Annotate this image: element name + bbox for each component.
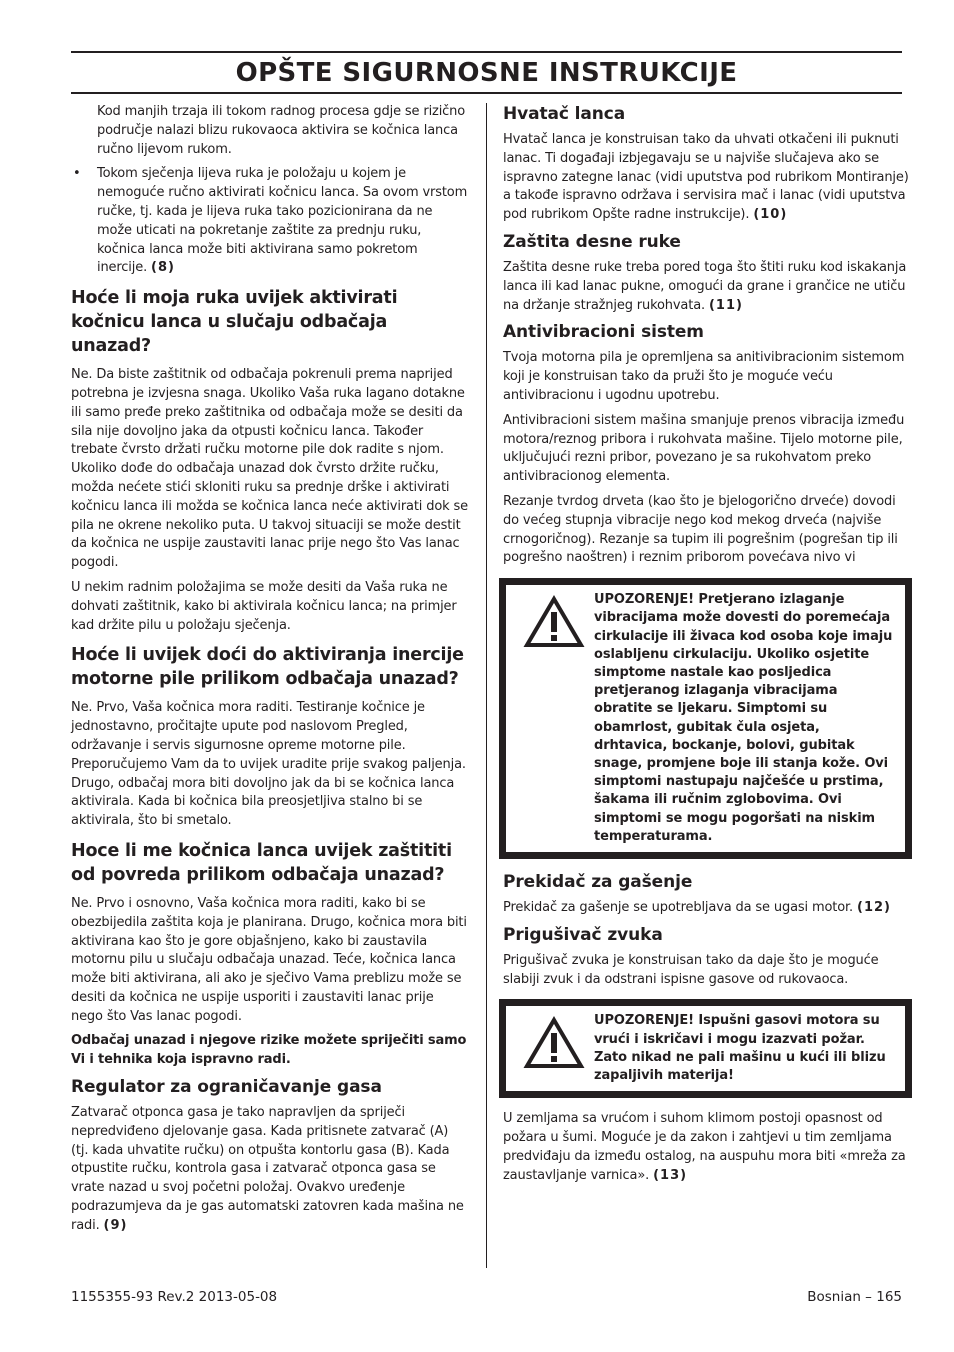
footer-doc-id: 1155355-93 Rev.2 2013-05-08 [71, 1289, 278, 1305]
section-heading: Hvatač lanca [503, 104, 626, 124]
right-column [503, 103, 911, 1191]
page-title-bar [71, 51, 902, 94]
section-heading: Hoće li uvijek doći do aktiviranja inercije motorne pile prilikom odbačaja unazad? [71, 645, 464, 690]
paragraph-text: Zatvarač otponca gasa je tako napravljen da spriječi nepredviđeno djelovanje gasa. Kada pritisnete zatvarač (A) (tj. kada uhvatite ručku) on otpušta kontorlu gasa (B). Kada otpustite ručku, kontrola gasa i zatvarač otponca gasa se vrate nazad u svoj početni položaj. Ovakvo uređenje podrazumjeva da je gas automatski zatovren kada mašina ne radi. [71, 1105, 464, 1233]
figure-ref: (8) [151, 260, 175, 276]
intro-paragraph: Kod manjih trzaja ili tokom radnog procesa gdje se rizično područje nalazi blizu rukovaoca aktivira se kočnica lanca ručno lijevom rukom. [97, 104, 466, 157]
section-heading: Prigušivač zvuka [503, 924, 663, 945]
paragraph [503, 1110, 911, 1185]
paragraph: Ne. Prvo i osnovno, Vaša kočnica mora raditi, kako bi se obezbijedila zaštita koja je planirana. Drugo, kočnica mora biti aktivirana kao što je gore objašnjeno, kako bi zaustavila motornu pilu u slučaju odbačaja unazad. Teće, kočnica lanca može biti aktivirana, ali ako je sječivo Vama preblizu može se desiti da kočnica ne uspije usporiti i zaustaviti lanac prije nego što Vas lanac pogodi. [71, 895, 467, 1024]
list-item [71, 165, 468, 278]
section-heading: Antivibracioni sistem [503, 322, 704, 343]
figure-ref: (9) [103, 1217, 128, 1233]
warning-text: UPOZORENJE! Pretjerano izlaganje vibracijama može dovesti do poremećaja cirkulacije ili živaca kod osoba koje imaju oslabljenu cirkulaciju. Ukoliko osjetite simptome nastale kao posljedica pretjeranog izlaganja vibracijama obratite se ljekaru. Simptomi su obamrlost, gubitak čula osjeta, drhtavica, bockanje, bolovi, gubitak snage, promjene boje ili stanja kože. Ovi simptomi nastupaju najčešće u prstima, šakama ili ručnim zglobovima. Ovi simptomi se mogu pogoršati na niskim temperaturama. [594, 592, 893, 844]
section-heading: Regulator za ograničavanje gasa [71, 1077, 382, 1098]
paragraph-text: Hvatač lanca je konstruisan tako da uhvati otkačeni ili puknuti lanac. Ti događaji izbjegavaju se u najviše slučajeva ako se ispravno zategne lanac (vidi uputstva pod rubrikom Montiranje) a takođe ispravno održava i servisira mač i lanac (vidi uputstva pod rubrikom Opšte radne instrukcije). [503, 132, 909, 223]
warning-triangle-icon [514, 591, 594, 846]
warning-triangle-icon [514, 1012, 594, 1085]
column-divider [486, 103, 487, 1268]
paragraph: Tvoja motorna pila je opremljena sa anitivibracionim sistemom koji je konstruisan tako da pruži što je moguće veću antivibracionu i ugodnu upotrebu. [503, 350, 905, 403]
figure-ref: (13) [653, 1167, 688, 1183]
figure-ref: (12) [857, 899, 891, 915]
figure-ref: (11) [708, 297, 743, 313]
warning-text: UPOZORENJE! Ispušni gasovi motora su vrući i iskričavi i mogu izazvati požar. Zato nikad ne pali mašinu u kući ili blizu zapaljivih materija! [594, 1013, 886, 1083]
paragraph: Ne. Da biste zaštitnik od odbačaja pokrenuli prema naprijed potrebna je izvjesna snaga. Ukoliko Vaša ruka lagano dotakne ili samo pređe preko zaštitnika od odbačaja može se desiti da sila nije dovoljno jaka da otpusti kočnicu lanca. Također trebate čvrsto držati ručku motorne pile dok radite s njom. Ukoliko dođe do odbačaja unazad dok čvrsto držite ručku, možda nećete stići skloniti ruku sa prednje drške i aktivirati kočnicu lanca ili možda se kočnica lanca neće aktivirati dok se pila ne okrene nekoliko puta. U takvoj situaciji se može destit da kočnica ne uspije zaustaviti lanac prije nego što Vas lanac pogodi. [71, 367, 468, 571]
page-title: OPŠTE SIGURNOSNE INSTRUKCIJE [235, 58, 738, 88]
warning-box-exhaust [499, 999, 912, 1098]
paragraph [71, 1104, 468, 1236]
section-heading: Hoce li me kočnica lanca uvijek zaštititi od povreda prilikom odbačaja unazad? [71, 840, 452, 885]
paragraph [503, 131, 911, 225]
paragraph [503, 259, 911, 315]
paragraph: Rezanje tvrdog drveta (kao što je bjelogorično drveće) dovodi do većeg stupnja vibracije nego kod mekog drveća (najviše crnogoričnog). Rezanje sa tupim ili pogrešnim (pogrešan tip ili pogrešno naoštren) i reznim priborom povećava nivo vi [503, 493, 898, 566]
paragraph: Antivibracioni sistem mašina smanjuje prenos vibracija između motora/reznog pribora i rukohvata mašine. Tijelo motorne pile, uključujući rezni pribor, povezano je sa rukohvatom preko antivibracionog elementa. [503, 412, 905, 485]
bullet-list [71, 165, 468, 278]
footer-page-label: Bosnian – 165 [807, 1289, 902, 1305]
figure-ref: (10) [753, 207, 788, 223]
paragraph-text: U zemljama sa vrućom i suhom klimom postoji opasnost od požara u šumi. Moguće je da zakon i zahtjevi u tim zemljama predviđaju da između ostalog, na auspuhu mora biti «mreža za zaustavljanje varnica». [503, 1111, 906, 1183]
emphasis-paragraph: Odbačaj unazad i njegove rizike možete spriječiti samo Vi i tehnika koja ispravno radi. [71, 1033, 467, 1068]
paragraph: Ne. Prvo, Vaša kočnica mora raditi. Testiranje kočnice je jednostavno, pročitajte upute pod naslovom Pregled, održavanje i servis sigurnosne opreme motorne pile. Preporučujemo Vam da to uvijek uradite prije svakog paljenja. Drugo, odbačaj mora biti dovoljno jak da bi se kočnica lanca aktivirala. Kada bi kočnica bila preosjetljiva stalno bi se aktivirala, što bi smetalo. [71, 700, 466, 829]
warning-box-inner [506, 585, 905, 852]
bullet-text: Tokom sječenja lijeva ruka je položaju u kojem je nemoguće ručno aktivirati kočnicu lanca. Sa ovom vrstom ručke, tj. kada je lijeva ruka tako pozicionirana da ne može uticati na pokretanje zaštite za prednju ruku, kočnica lanca može biti aktivirana samo pokretom inercije. [97, 166, 468, 276]
left-column [71, 103, 468, 1242]
section-heading: Zaštita desne ruke [503, 231, 681, 252]
warning-box-vibration [499, 578, 912, 859]
paragraph-text: Zaštita desne ruke treba pored toga što štiti ruku kod iskakanja lanca ili kad lanac pukne, omogući da grane i grančice ne utiču na držanje stražnjeg rukohvata. [503, 259, 907, 313]
paragraph-text: Prekidač za gašenje se upotrebljava da se ugasi motor. [503, 899, 854, 915]
paragraph [503, 899, 911, 918]
section-heading: Hoće li moja ruka uvijek aktivirati kočnicu lanca u slučaju odbačaja unazad? [71, 288, 398, 357]
paragraph: U nekim radnim položajima se može desiti da Vaša ruka ne dohvati zaštitnik, kako bi aktivirala kočnicu lanca; na primjer kad držite pilu u položaju sječenja. [71, 579, 457, 633]
paragraph: Prigušivač zvuka je konstruisan tako da daje što je moguće slabiji zvuk i da odstrani ispisne gasove od rukovaoca. [503, 952, 879, 987]
warning-box-inner [506, 1006, 905, 1091]
section-heading: Prekidač za gašenje [503, 871, 693, 892]
